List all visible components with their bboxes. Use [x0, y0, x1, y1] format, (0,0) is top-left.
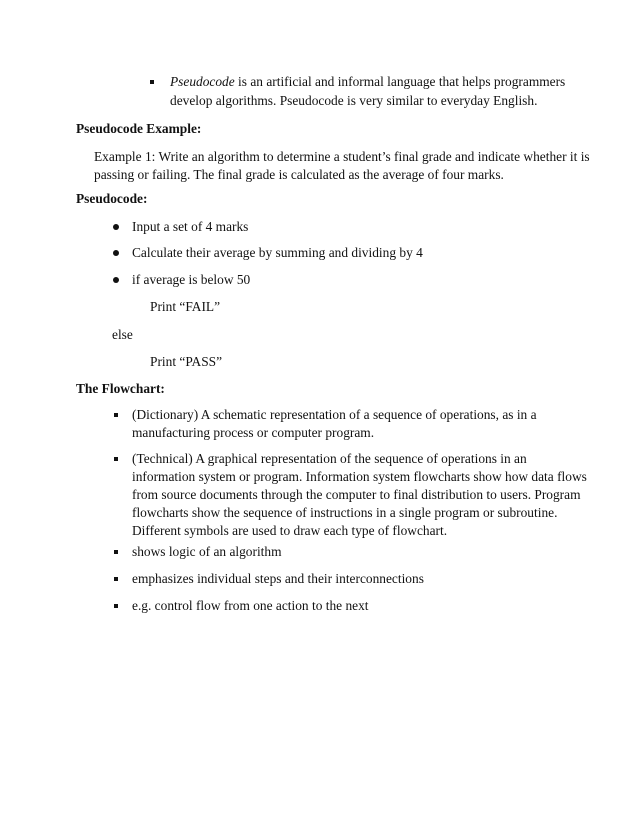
example-line-1: Example 1: Write an algorithm to determine a student’s final grade and indicate whether it is: [94, 149, 590, 164]
dictionary-line: (Dictionary) A schematic representation of a sequence of operations, as in a: [132, 407, 537, 422]
print-pass: Print “PASS”: [150, 354, 223, 369]
bullet-icon: [114, 457, 118, 461]
example-heading: Pseudocode Example:: [76, 121, 202, 136]
bullet-icon: [114, 413, 118, 417]
bullet-icon: [113, 277, 119, 283]
pseudocode-item: Calculate their average by summing and dividing by 4: [132, 245, 423, 260]
technical-line: (Technical) A graphical representation of the sequence of operations in an: [132, 451, 527, 466]
else-keyword: else: [112, 327, 133, 342]
print-fail: Print “FAIL”: [150, 299, 221, 314]
bullet-icon: [114, 577, 118, 581]
technical-line: Different symbols are used to draw each type of flowchart.: [132, 523, 448, 538]
intro-line-2: develop algorithms. Pseudocode is very similar to everyday English.: [170, 93, 538, 108]
pseudocode-item: if average is below 50: [132, 272, 251, 287]
bullet-icon: [114, 550, 118, 554]
intro-line-1: [170, 73, 565, 91]
dictionary-line: manufacturing process or computer program.: [132, 425, 375, 440]
flowchart-item: shows logic of an algorithm: [132, 544, 282, 559]
bullet-icon: [113, 224, 119, 230]
technical-line: flowcharts show the sequence of instructions in a single program or subroutine.: [132, 505, 558, 520]
intro-text: is an artificial and informal language that helps programmers: [234, 74, 566, 89]
technical-line: information system or program. Information system flowcharts show how data flows: [132, 469, 587, 484]
intro-term: Pseudocode: [170, 74, 235, 89]
bullet-icon: [150, 80, 154, 84]
example-line-2: passing or failing. The final grade is calculated as the average of four marks.: [94, 167, 504, 182]
technical-line: from source documents through the computer to final distribution to users. Program: [132, 487, 581, 502]
flowchart-item: e.g. control flow from one action to the next: [132, 598, 369, 613]
bullet-icon: [113, 250, 119, 256]
flowchart-item: emphasizes individual steps and their interconnections: [132, 571, 424, 586]
pseudocode-heading: Pseudocode:: [76, 191, 148, 206]
pseudocode-item: Input a set of 4 marks: [132, 219, 249, 234]
flowchart-heading: The Flowchart:: [76, 381, 165, 396]
bullet-icon: [114, 604, 118, 608]
